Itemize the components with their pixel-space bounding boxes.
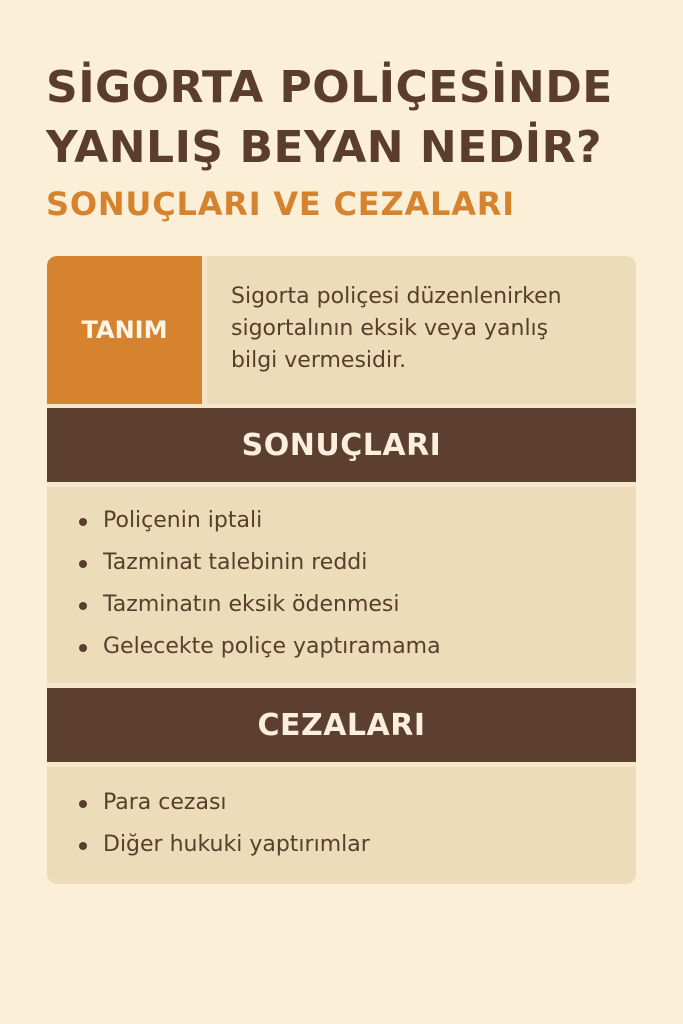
- bullet-icon: [79, 800, 87, 808]
- list-item: Gelecekte poliçe yaptıramama: [77, 626, 441, 668]
- section-gap: [47, 482, 636, 487]
- definition-line: sigortalının eksik veya yanlış: [231, 316, 549, 341]
- info-card: [47, 256, 636, 884]
- title-line-2: YANLIŞ BEYAN NEDİR?: [46, 122, 603, 173]
- list-item: Tazminatın eksik ödenmesi: [77, 584, 441, 626]
- bullet-icon: [79, 842, 87, 850]
- bullet-icon: [79, 560, 87, 568]
- page-subtitle: SONUÇLARI VE CEZALARI: [46, 185, 515, 223]
- bullet-icon: [79, 602, 87, 610]
- list-item: Para cezası: [77, 782, 370, 824]
- consequences-heading: SONUÇLARI: [47, 408, 636, 482]
- list-item: Poliçenin iptali: [77, 500, 441, 542]
- definition-line: Sigorta poliçesi düzenlenirken: [231, 284, 562, 309]
- list-item: Diğer hukuki yaptırımlar: [77, 824, 370, 866]
- definition-label: TANIM: [47, 256, 202, 404]
- definition-text: [231, 281, 621, 377]
- page-title: [46, 58, 646, 178]
- penalties-list: [77, 782, 370, 866]
- list-item: Tazminat talebinin reddi: [77, 542, 441, 584]
- consequences-list: [77, 500, 441, 668]
- section-gap: [47, 762, 636, 767]
- definition-row: [47, 256, 636, 404]
- title-line-1: SİGORTA POLİÇESİNDE: [46, 62, 613, 113]
- bullet-icon: [79, 644, 87, 652]
- penalties-heading: CEZALARI: [47, 688, 636, 762]
- definition-line: bilgi vermesidir.: [231, 348, 407, 373]
- bullet-icon: [79, 518, 87, 526]
- definition-divider: [202, 256, 207, 404]
